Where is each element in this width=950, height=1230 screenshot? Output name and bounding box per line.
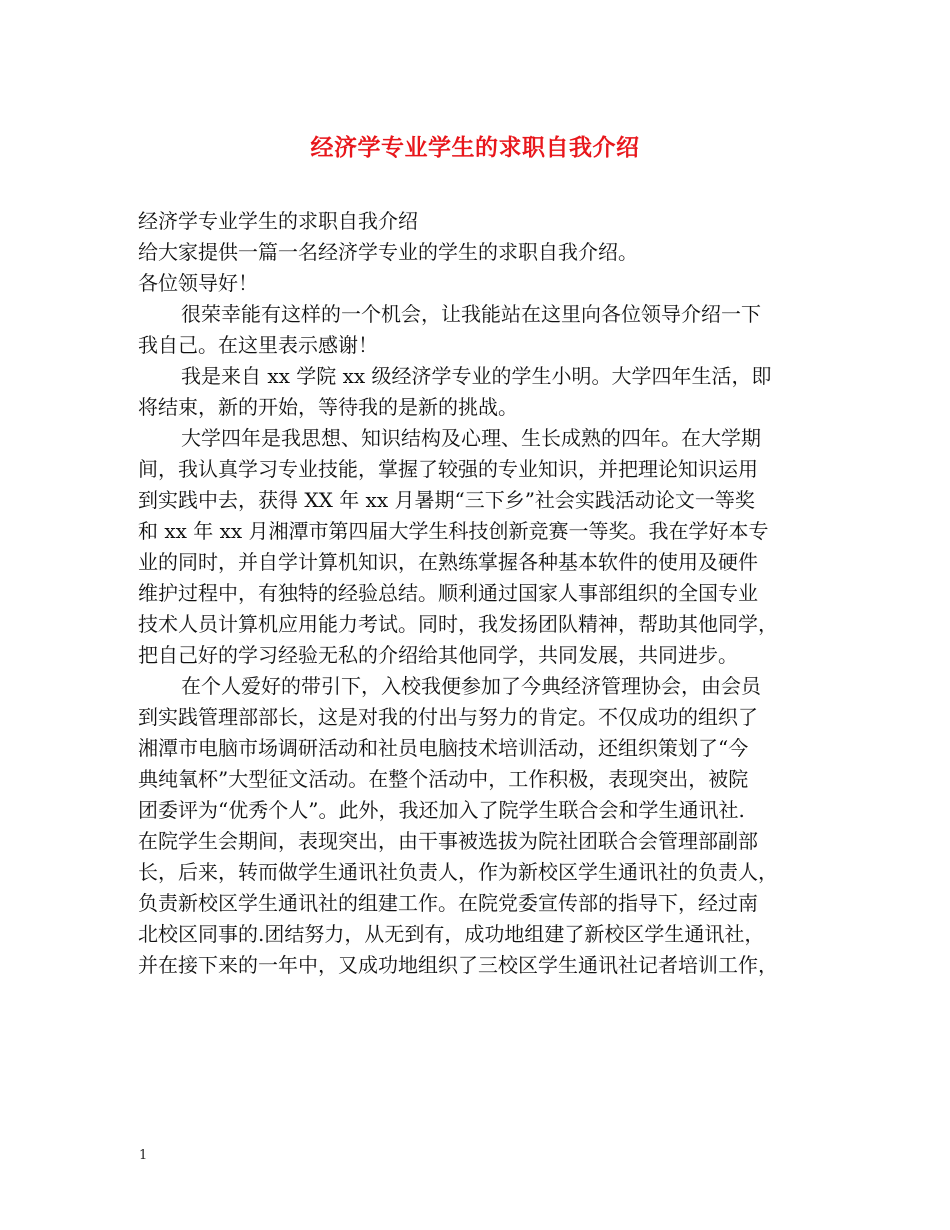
paragraph-line: 到实践管理部部长，这是对我的付出与努力的肯定。不仅成功的组织了 bbox=[138, 705, 758, 729]
paragraph-line: 经济学专业学生的求职自我介绍 bbox=[138, 209, 418, 233]
document-body bbox=[138, 206, 824, 981]
paragraph-line: 我是来自 xx 学院 xx 级经济学专业的学生小明。大学四年生活，即 bbox=[181, 364, 772, 388]
paragraph-line: 维护过程中，有独特的经验总结。顺利通过国家人事部组织的全国专业 bbox=[138, 581, 758, 605]
page-number: 1 bbox=[139, 1148, 148, 1163]
document-title: 经济学专业学生的求职自我介绍 bbox=[310, 134, 640, 161]
paragraph-line: 团委评为“优秀个人”。此外，我还加入了院学生联合会和学生通讯社. bbox=[138, 798, 745, 822]
paragraph-line: 各位领导好！ bbox=[138, 271, 258, 295]
paragraph-line: 负责新校区学生通讯社的组建工作。在院党委宣传部的指导下，经过南 bbox=[138, 891, 758, 915]
paragraph-line: 业的同时，并自学计算机知识，在熟练掌握各种基本软件的使用及硬件 bbox=[138, 550, 758, 574]
paragraph-line: 我自己。在这里表示感谢！ bbox=[138, 333, 378, 357]
paragraph-line: 长，后来，转而做学生通讯社负责人，作为新校区学生通讯社的负责人， bbox=[138, 860, 778, 884]
paragraph-line: 将结束，新的开始，等待我的是新的挑战。 bbox=[138, 395, 518, 419]
paragraph-line: 典纯氧杯”大型征文活动。在整个活动中，工作积极，表现突出，被院 bbox=[138, 767, 749, 791]
paragraph-line: 北校区同事的.团结努力，从无到有，成功地组建了新校区学生通讯社， bbox=[138, 922, 765, 946]
paragraph-line: 把自己好的学习经验无私的介绍给其他同学，共同发展，共同进步。 bbox=[138, 643, 738, 667]
paragraph-line: 和 xx 年 xx 月湘潭市第四届大学生科技创新竞赛一等奖。我在学好本专 bbox=[138, 519, 769, 543]
paragraph-line: 很荣幸能有这样的一个机会，让我能站在这里向各位领导介绍一下 bbox=[181, 302, 761, 326]
paragraph-line: 并在接下来的一年中，又成功地组织了三校区学生通讯社记者培训工作， bbox=[138, 953, 778, 977]
paragraph-line: 技术人员计算机应用能力考试。同时，我发扬团队精神，帮助其他同学， bbox=[138, 612, 778, 636]
paragraph-line: 大学四年是我思想、知识结构及心理、生长成熟的四年。在大学期 bbox=[181, 426, 761, 450]
paragraph-line: 到实践中去，获得 XX 年 xx 月暑期“三下乡”社会实践活动论文一等奖 bbox=[138, 488, 755, 512]
paragraph-line: 在院学生会期间，表现突出，由干事被选拔为院社团联合会管理部副部 bbox=[138, 829, 758, 853]
paragraph-line: 给大家提供一篇一名经济学专业的学生的求职自我介绍。 bbox=[138, 240, 638, 264]
paragraph-line: 间，我认真学习专业技能，掌握了较强的专业知识，并把理论知识运用 bbox=[138, 457, 758, 481]
paragraph-line: 在个人爱好的带引下，入校我便参加了今典经济管理协会，由会员 bbox=[181, 674, 761, 698]
paragraph-line: 湘潭市电脑市场调研活动和社员电脑技术培训活动，还组织策划了“今 bbox=[138, 736, 749, 760]
